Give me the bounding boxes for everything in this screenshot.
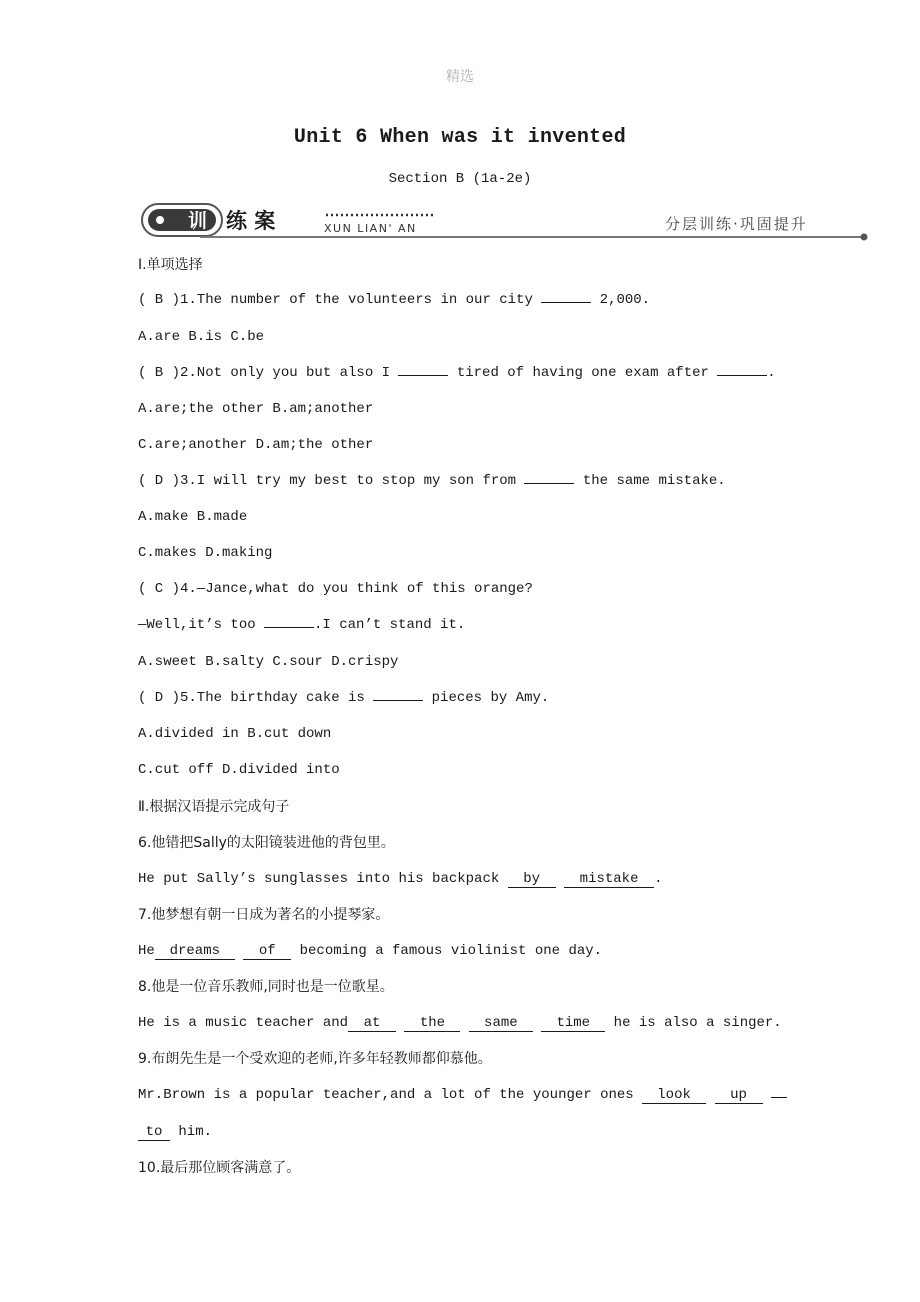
question-8-chinese: 8.他是一位音乐教师,同时也是一位歌星。	[138, 979, 394, 995]
question-9-chinese: 9.布朗先生是一个受欢迎的老师,许多年轻教师都仰慕他。	[138, 1051, 492, 1067]
question-8: He is a music teacher and at the same time he is also a singer.	[138, 1015, 782, 1031]
question-4: ( C )4.—Jance,what do you think of this orange?	[138, 581, 533, 597]
question-3-options-a: A.make B.made	[138, 509, 248, 525]
section-1-heading: Ⅰ.单项选择	[138, 257, 203, 273]
question-5-options-b: C.cut off D.divided into	[138, 762, 340, 778]
question-5-options-a: A.divided in B.cut down	[138, 726, 332, 742]
section-subtitle: Section B (1a-2e)	[388, 171, 532, 187]
section-2-heading: Ⅱ.根据汉语提示完成句子	[138, 799, 290, 815]
banner-graphic	[140, 200, 870, 244]
question-5: ( D )5.The birthday cake is pieces by Amy.	[138, 690, 550, 706]
filled-answer: up	[715, 1088, 763, 1104]
filled-answer: dreams	[155, 944, 235, 960]
filled-answer: same	[469, 1016, 533, 1032]
question-1-options: A.are B.is C.be	[138, 329, 265, 345]
question-7-chinese: 7.他梦想有朝一日成为著名的小提琴家。	[138, 907, 390, 923]
filled-answer: look	[642, 1088, 706, 1104]
question-9: Mr.Brown is a popular teacher,and a lot of the younger ones look up	[138, 1087, 787, 1104]
page-title: Unit 6 When was it invented	[293, 126, 627, 149]
filled-answer: the	[404, 1016, 460, 1032]
answer-blank-continued	[771, 1097, 787, 1098]
filled-answer: by	[508, 872, 556, 888]
question-3-options-b: C.makes D.making	[138, 545, 273, 561]
filled-answer: time	[541, 1016, 605, 1032]
answer-blank	[541, 302, 591, 303]
watermark: 精选	[446, 69, 474, 85]
banner-slogan: 分层训练·巩固提升	[665, 215, 808, 233]
question-1: ( B )1.The number of the volunteers in our city 2,000.	[138, 292, 651, 308]
question-6: He put Sally’s sunglasses into his backpack by mistake .	[138, 871, 663, 887]
question-7: He dreams of becoming a famous violinist one day.	[138, 943, 603, 959]
question-9-continued: to him.	[138, 1124, 212, 1141]
answer-blank	[717, 375, 767, 376]
question-2-options-a: A.are;the other B.am;another	[138, 401, 374, 417]
answer-blank	[398, 375, 448, 376]
filled-answer: of	[243, 944, 291, 960]
badge-dot-icon	[156, 216, 164, 224]
question-2: ( B )2.Not only you but also I tired of having one exam after .	[138, 365, 776, 381]
question-6-chinese: 6.他错把Sally的太阳镜装进他的背包里。	[138, 835, 395, 851]
answer-blank	[264, 627, 314, 628]
question-10-chinese: 10.最后那位顾客满意了。	[138, 1160, 301, 1176]
question-4-options: A.sweet B.salty C.sour D.crispy	[138, 654, 399, 670]
question-3: ( D )3.I will try my best to stop my son from the same mistake.	[138, 473, 726, 489]
banner-badge-char: 训	[188, 210, 208, 232]
training-banner	[140, 200, 870, 244]
question-4-reply: —Well,it’s too .I can’t stand it.	[138, 617, 466, 633]
banner-title: 练 案	[226, 209, 276, 233]
filled-answer: at	[348, 1016, 396, 1032]
question-2-options-b: C.are;another D.am;the other	[138, 437, 374, 453]
filled-answer: to	[138, 1125, 170, 1141]
answer-blank	[524, 483, 574, 484]
answer-blank	[373, 700, 423, 701]
banner-pinyin: XUN LIAN' AN	[324, 222, 417, 235]
banner-end-dot-icon	[861, 234, 868, 241]
filled-answer: mistake	[564, 872, 654, 888]
